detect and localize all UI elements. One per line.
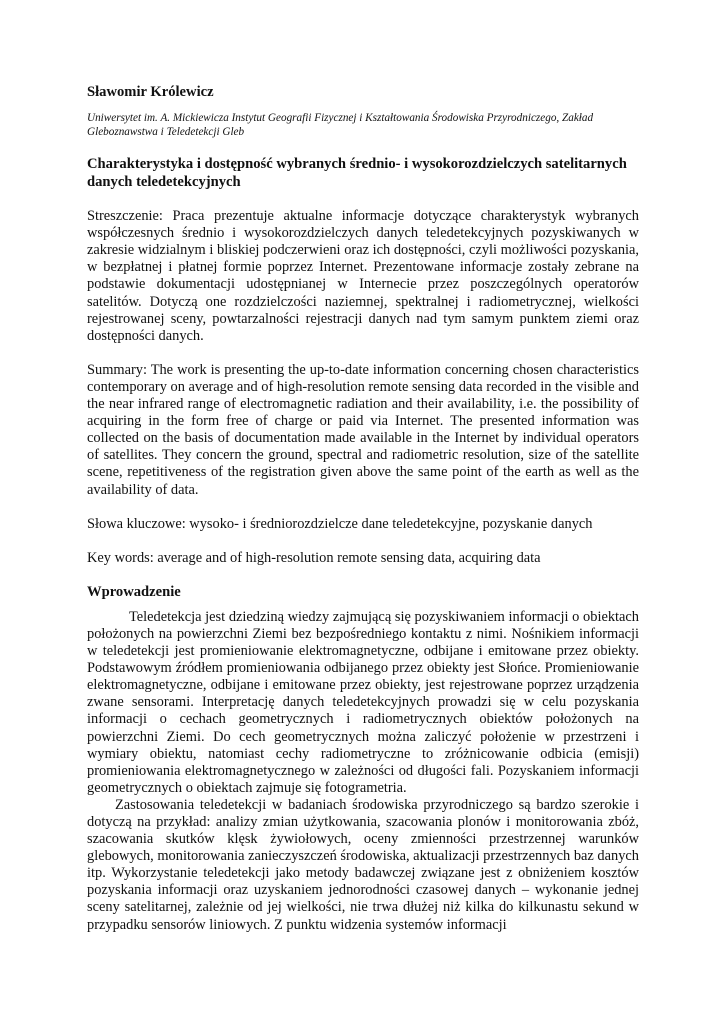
keywords-english: Key words: average and of high-resolution remote sensing data, acquiring data (87, 549, 541, 566)
author-affiliation: Uniwersytet im. A. Mickiewicza Instytut Geografii Fizycznej i Kształtowania Środowiska Przyrodniczego, Zakład Gleboznawstwa i Teledetekcji Gleb (87, 112, 594, 139)
section-heading: Wprowadzenie (87, 583, 181, 600)
keywords-polish: Słowa kluczowe: wysoko- i średniorozdzielcze dane teledetekcyjne, pozyskanie danych (87, 515, 593, 532)
body-paragraph: Teledetekcja jest dziedziną wiedzy zajmującą się pozyskiwaniem informacji o obiektach położonych na powierzchni Ziemi bez bezpośredniego kontaktu z nimi. Nośnikiem informacji w teledetekcji jest promieniowanie elektromagnetyczne, odbijane i emitowane przez obiekty. Podstawowym źródłem promieniowania odbijanego przez obiekty jest Słońce. Promieniowanie elektromagnetyczne, odbijane i emitowane przez obiekty, jest rejestrowane poprzez urządzenia zwane sensorami. Interpretację danych teledetekcyjnych prowadzi się w celu pozyskania informacji o cechach geometrycznych i radiometrycznych obiektów położonych na powierzchni Ziemi. Do cech geometrycznych można zaliczyć położenie w przestrzeni i wymiary obiektu, natomiast cechy radiometryczne to zróżnicowanie odbicia (emisji) promieniowania elektromagnetycznego w zależności od długości fali. Pozyskaniem informacji geometrycznych o obiektach zajmuje się fotogrametria. (87, 608, 639, 796)
author-name: Sławomir Królewicz (87, 84, 214, 100)
abstract-polish: Streszczenie: Praca prezentuje aktualne informacje dotyczące charakterystyk wybranych współczesnych średnio i wysokorozdzielczych danych teledetekcyjnych pozyskiwanych w zakresie widzialnym i bliskiej podczerwieni oraz ich dostępności, czyli możliwości pozyskania, w bezpłatnej i płatnej formie poprzez Internet. Prezentowane informacje zostały zebrane na podstawie dokumentacji udostępnianej w Internecie przez poszczególnych operatorów satelitów. Dotyczą one rozdzielczości naziemnej, spektralnej i radiometrycznej, wielkości rejestrowanej sceny, powtarzalności rejestracji danych nad tym samym punktem ziemi oraz dostępności danych. (87, 208, 639, 344)
abstract-english: Summary: The work is presenting the up-to-date information concerning chosen characteristics contemporary on average and of high-resolution remote sensing data recorded in the visible and the near infrared range of electromagnetic radiation and their availability, i.e. the possibility of acquiring in the form free of charge or paid via Internet. The presented information was collected on the basis of documentation made available in the Internet by individual operators of satellites. They concern the ground, spectral and radiometric resolution, size of the satellite scene, repetitiveness of the registration given above the same point of the earth as well as the availability of data. (87, 361, 639, 498)
paper-title: Charakterystyka i dostępność wybranych średnio- i wysokorozdzielczych satelitarnych danych teledetekcyjnych (87, 156, 627, 190)
body-paragraph: Zastosowania teledetekcji w badaniach środowiska przyrodniczego są bardzo szerokie i dotyczą na przykład: analizy zmian użytkowania, szacowania plonów i monitorowania zbóż, szacowania skutków klęsk żywiołowych, oceny zmienności przestrzennej warunków glebowych, monitorowania zanieczyszczeń środowiska, aktualizacji przestrzennych baz danych itp. Wykorzystanie teledetekcji jako metody badawczej związane jest z obniżeniem kosztów pozyskania informacji oraz uzyskaniem jednorodności czasowej danych – wykonanie jednej sceny satelitarnej, zależnie od jej wielkości, nie trwa dłużej niż kilka do kilkunastu sekund w przypadku sensorów liniowych. Z punktu widzenia systemów informacji (87, 796, 639, 933)
